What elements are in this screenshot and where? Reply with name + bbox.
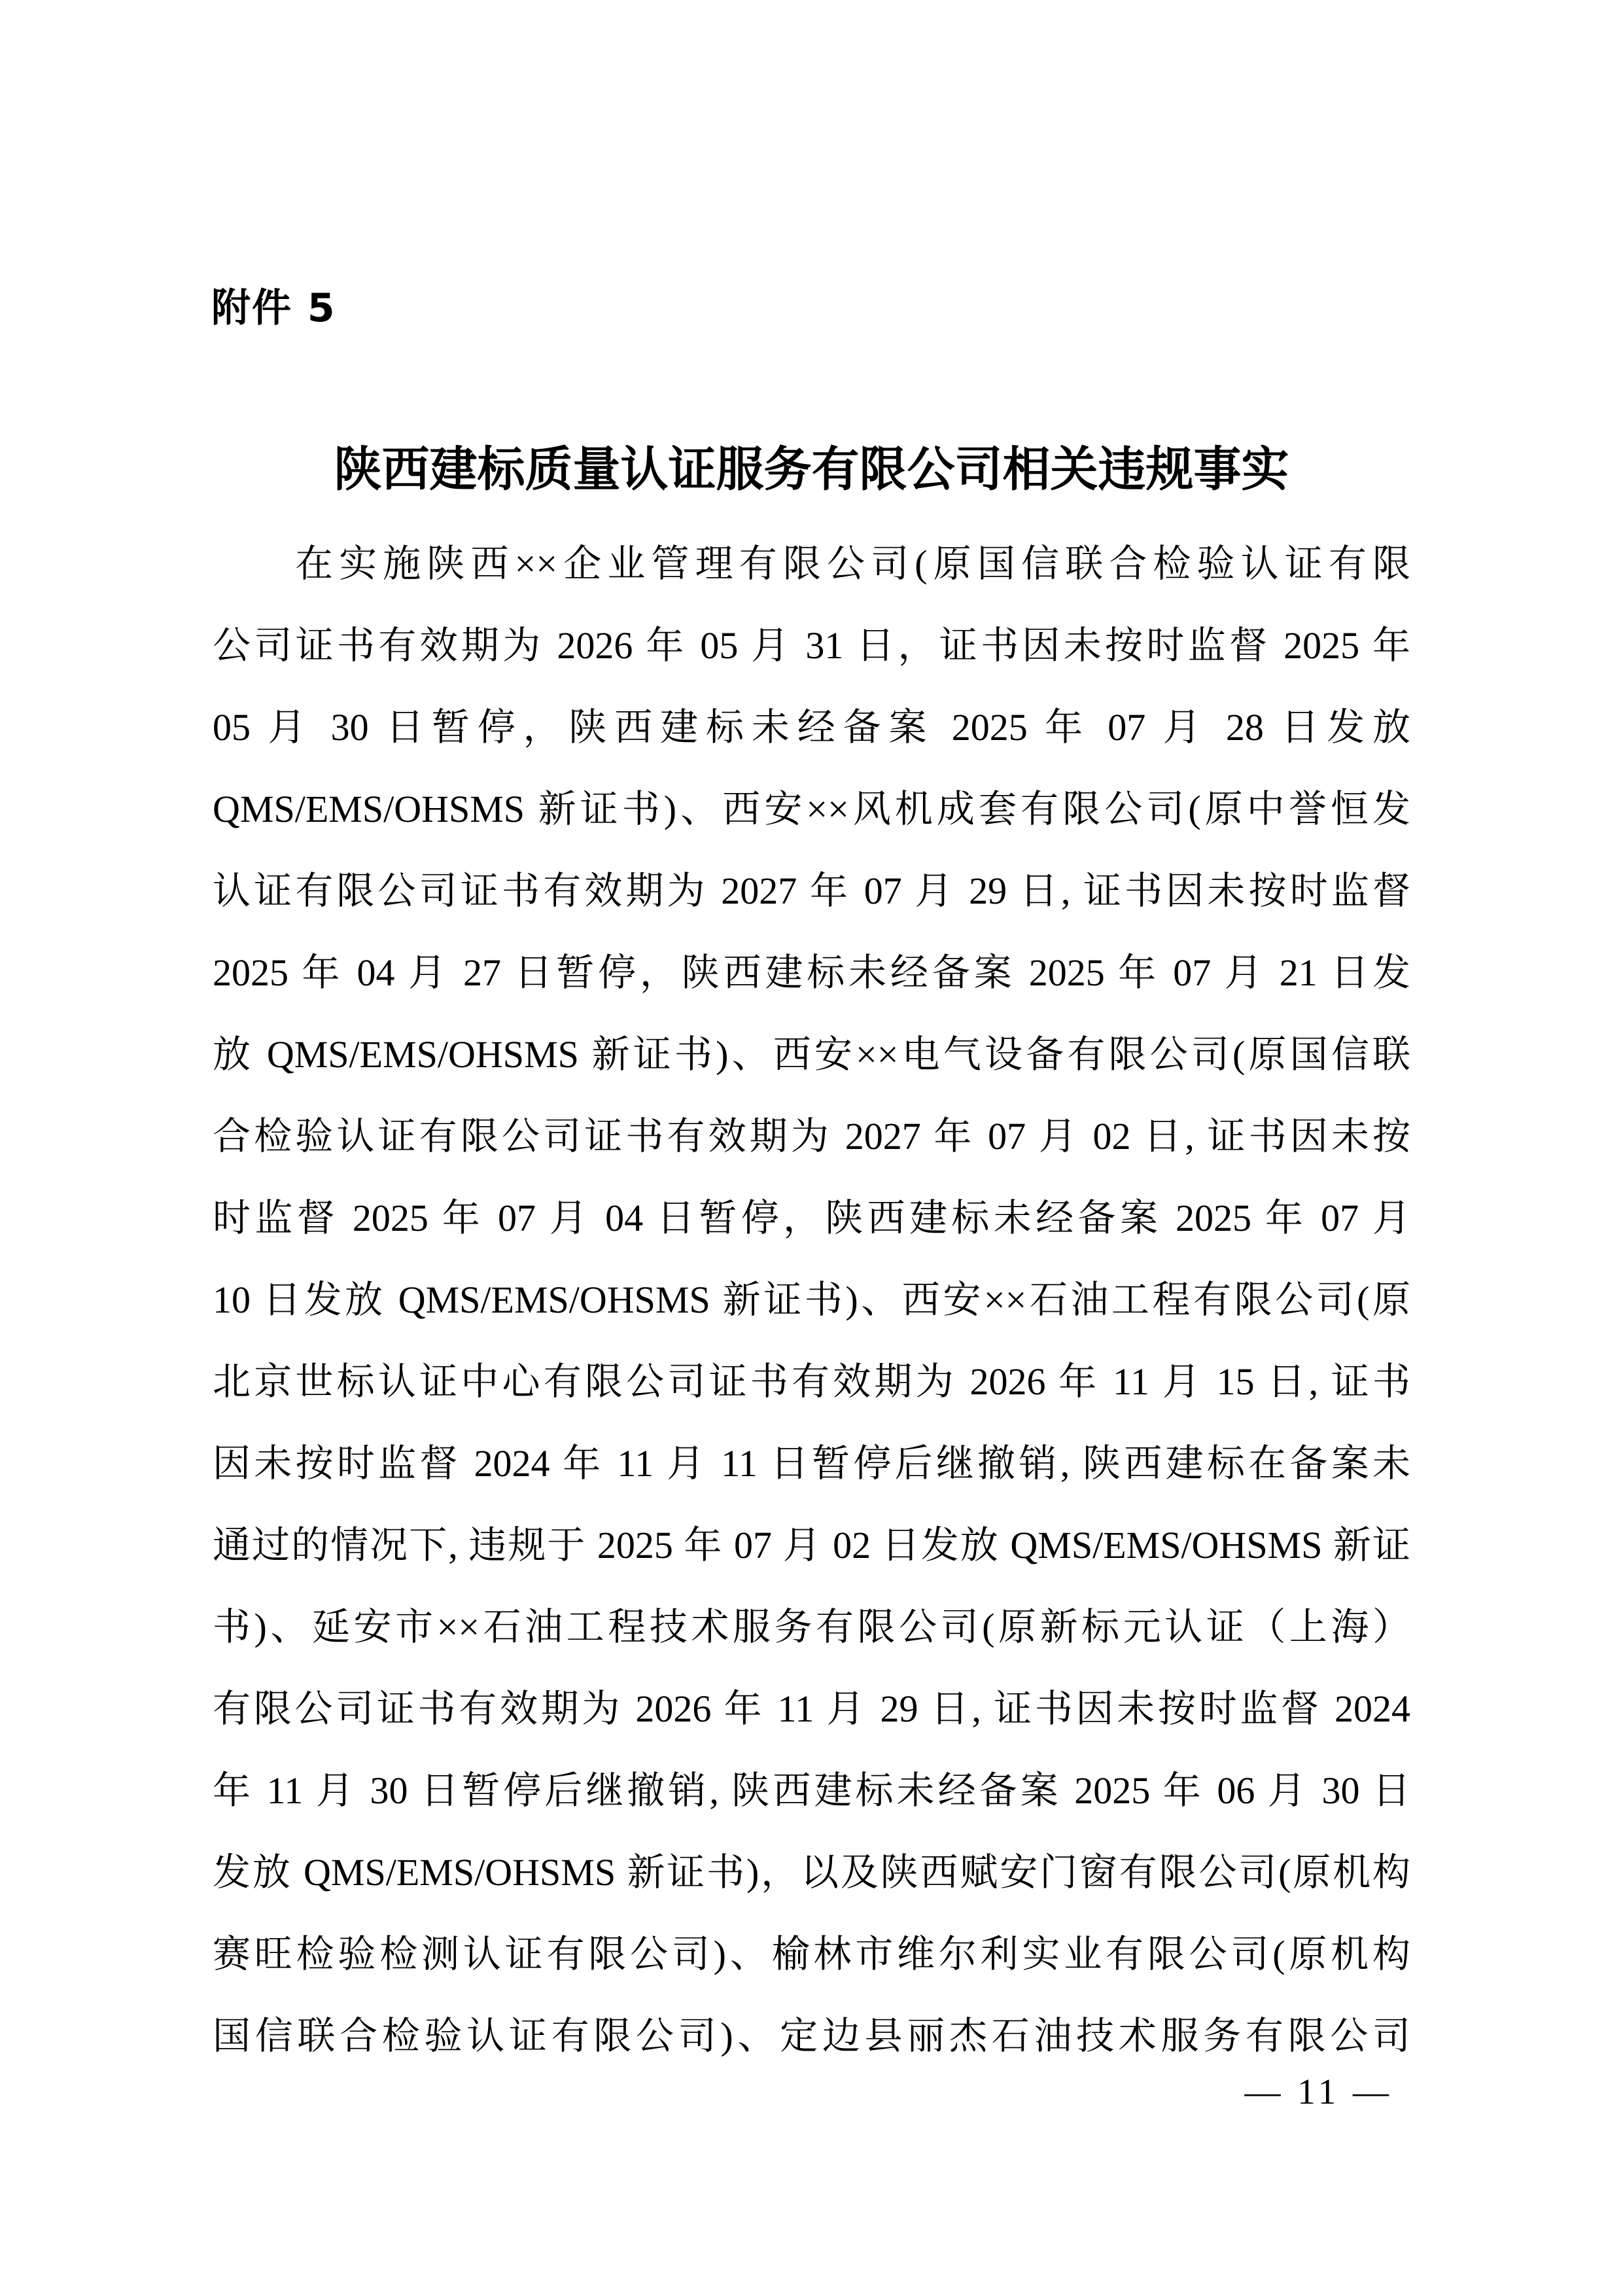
body-line: 书)、延安市××石油工程技术服务有限公司(原新标元认证（上海） <box>213 1606 1410 1648</box>
body-line: QMS/EMS/OHSMS 新证书)、西安××风机成套有限公司(原中誉恒发 <box>213 788 1410 830</box>
body-line: 北京世标认证中心有限公司证书有效期为 2026 年 11 月 15 日, 证书 <box>213 1360 1410 1403</box>
body-line: 时监督 2025 年 07 月 04 日暂停，陕西建标未经备案 2025 年 07 月 <box>213 1197 1410 1239</box>
body-line: 公司证书有效期为 2026 年 05 月 31 日，证书因未按时监督 2025 年 <box>213 624 1410 667</box>
body-line: 10 日发放 QMS/EMS/OHSMS 新证书)、西安××石油工程有限公司(原 <box>213 1279 1410 1321</box>
body-line: 合检验认证有限公司证书有效期为 2027 年 07 月 02 日, 证书因未按 <box>213 1115 1410 1157</box>
body-line: 通过的情况下, 违规于 2025 年 07 月 02 日发放 QMS/EMS/OHSMS 新证 <box>213 1524 1410 1566</box>
page-number: — 11 — <box>1244 2072 1393 2111</box>
body-line: 国信联合检验认证有限公司)、定边县丽杰石油技术服务有限公司 <box>213 2015 1410 2057</box>
body-line: 2025 年 04 月 27 日暂停，陕西建标未经备案 2025 年 07 月 21 日发 <box>213 951 1410 994</box>
document-title: 陕西建标质量认证服务有限公司相关违规事实 <box>334 443 1289 496</box>
body-line: 认证有限公司证书有效期为 2027 年 07 月 29 日, 证书因未按时监督 <box>213 870 1410 912</box>
body-line: 05 月 30 日暂停，陕西建标未经备案 2025 年 07 月 28 日发放 <box>213 706 1410 749</box>
body-line: 在实施陕西××企业管理有限公司(原国信联合检验认证有限 <box>295 542 1410 585</box>
document-body <box>213 523 1410 2077</box>
body-line: 放 QMS/EMS/OHSMS 新证书)、西安××电气设备有限公司(原国信联 <box>213 1033 1410 1076</box>
body-line: 年 11 月 30 日暂停后继撤销, 陕西建标未经备案 2025 年 06 月 30 日 <box>213 1769 1410 1812</box>
body-line: 发放 QMS/EMS/OHSMS 新证书)，以及陕西赋安门窗有限公司(原机构 <box>213 1851 1410 1894</box>
body-line: 赛旺检验检测认证有限公司)、榆林市维尔利实业有限公司(原机构 <box>213 1933 1410 1975</box>
body-line: 因未按时监督 2024 年 11 月 11 日暂停后继撤销, 陕西建标在备案未 <box>213 1442 1410 1485</box>
body-line: 有限公司证书有效期为 2026 年 11 月 29 日, 证书因未按时监督 2024 <box>213 1687 1410 1730</box>
attachment-label: 附件 5 <box>211 285 336 331</box>
